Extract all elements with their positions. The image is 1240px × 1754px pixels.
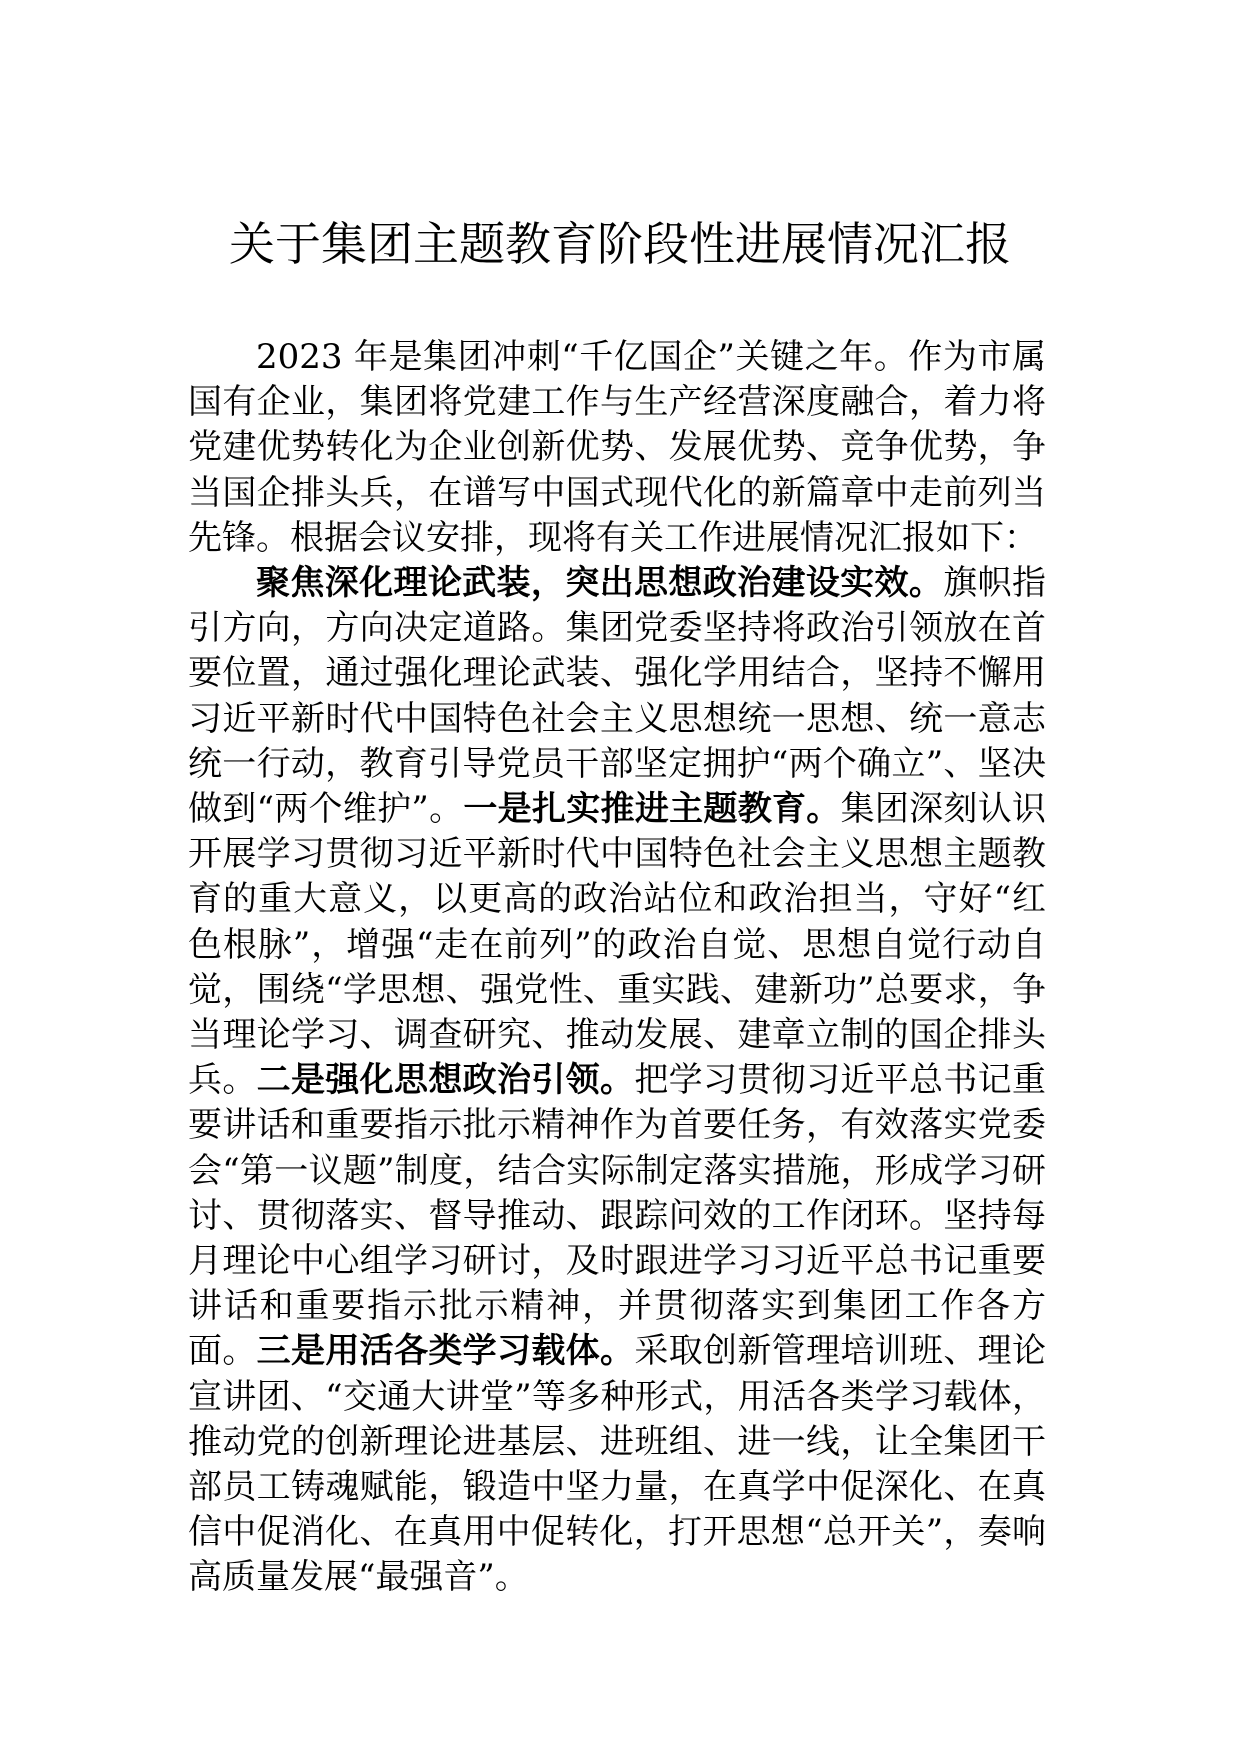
point-heading-two: 二是强化思想政治引领。 [256, 1060, 635, 1101]
paragraph-text: 2023 年是集团冲刺“千亿国企”关键之年。作为市属国有企业，集团将党建工作与生产经营深度融合，着力将党建优势转化为企业创新优势、发展优势、竞争优势，争当国企排头兵，在谱写中国式现代化的新篇章中走前列当先锋。根据会议安排，现将有关工作进展情况汇报如下： [188, 337, 1046, 558]
document-title: 关于集团主题教育阶段性进展情况汇报 [229, 217, 1011, 271]
document-body [188, 335, 1046, 1601]
paragraph-theory [188, 561, 1046, 1601]
paragraph-text: 集团深刻认识开展学习贯彻习近平新时代中国特色社会主义思想主题教育的重大意义，以更高的政治站位和政治担当，守好“红色根脉”，增强“走在前列”的政治自觉、思想自觉行动自觉，围绕“学思想、强党性、重实践、建新功”总要求，争当理论学习、调查研究、推动发展、建章立制的国企排头兵。 [188, 789, 1047, 1101]
paragraph-text: 旗帜指引方向，方向决定道路。集团党委坚持将政治引领放在首要位置，通过强化理论武装、强化学用结合，坚持不懈用习近平新时代中国特色社会主义思想统一思想、统一意志统一行动，教育引导党员干部坚定拥护“两个确立”、坚决做到“两个维护”。 [188, 563, 1047, 830]
paragraph-text: 采取创新管理培训班、理论宣讲团、“交通大讲堂”等多种形式，用活各类学习载体，推动党的创新理论进基层、进班组、进一线，让全集团干部员工铸魂赋能，锻造中坚力量，在真学中促深化、在真信中促消化、在真用中促转化，打开思想“总开关”，奏响高质量发展“最强音”。 [188, 1331, 1047, 1598]
section-heading: 聚焦深化理论武装，突出思想政治建设实效。 [256, 563, 944, 604]
paragraph-intro [188, 335, 1046, 561]
paragraph-text: 把学习贯彻习近平总书记重要讲话和重要指示批示精神作为首要任务，有效落实党委会“第一议题”制度，结合实际制定落实措施，形成学习研讨、贯彻落实、督导推动、跟踪问效的工作闭环。坚持每月理论中心组学习研讨，及时跟进学习习近平总书记重要讲话和重要指示批示精神，并贯彻落实到集团工作各方面。 [188, 1060, 1047, 1372]
point-heading-three: 三是用活各类学习载体。 [256, 1331, 635, 1372]
point-heading-one: 一是扎实推进主题教育。 [463, 789, 841, 830]
